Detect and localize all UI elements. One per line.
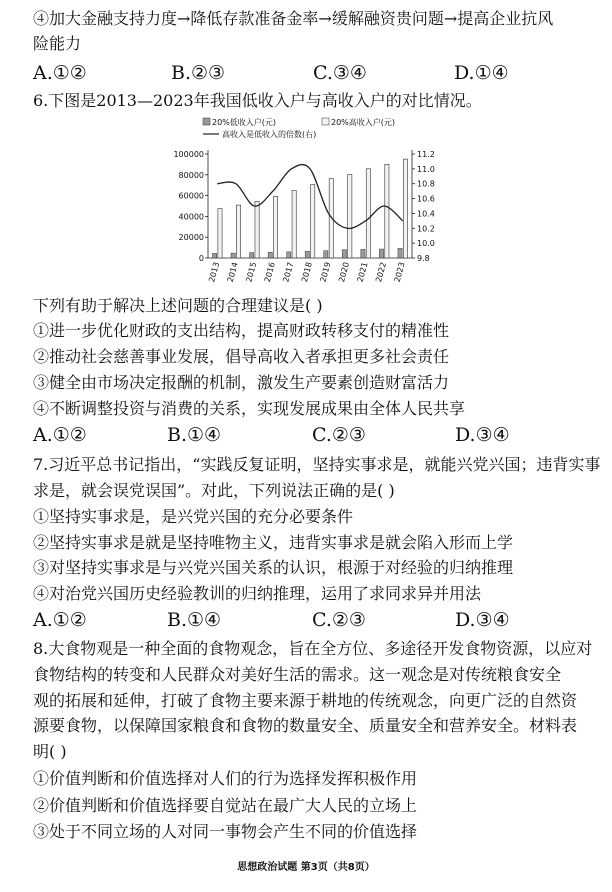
bar-high-income xyxy=(403,159,407,258)
legend-high-label: 20%高收入户(元) xyxy=(331,118,396,127)
q8-stem-line1: 8.大食物观是一种全面的食物观念，旨在全方位、多途径开发食物资源，以应对 xyxy=(33,639,593,658)
q8-item-2: ②价值判断和价值选择要自觉站在最广大人民的立场上 xyxy=(33,796,418,815)
q8-stem-line4: 源要食物，以保障国家粮食和食物的数量安全、质量安全和营养安全。材料表 xyxy=(33,716,578,735)
q7-item-2: ②坚持实事求是就是坚持唯物主义，违背实事求是就会陷入形而上学 xyxy=(33,533,514,552)
q6-item-3: ③健全由市场决定报酬的机制，激发生产要素创造财富活力 xyxy=(33,373,450,392)
x-tick-label: 2014 xyxy=(225,261,240,284)
q6-item-1: ①进一步优化财政的支出结构，提高财政转移支付的精准性 xyxy=(33,321,450,340)
x-tick-label: 2017 xyxy=(281,261,296,284)
legend-low-swatch xyxy=(203,118,210,125)
q6-answer-options xyxy=(33,424,593,446)
ratio-line xyxy=(217,165,402,229)
left-tick-label: 20000 xyxy=(178,233,204,243)
q5-option-4-line1: ④加大金融支持力度→降低存款准备金率→缓解融资贵问题→提高企业抗风 xyxy=(33,9,554,28)
q6-stem: 6.下图是2013—2023年我国低收入户与高收入户的对比情况。 xyxy=(33,91,482,110)
q6-item-4: ④不断调整投资与消费的关系，实现发展成果由全体人民共享 xyxy=(33,399,466,418)
bar-low-income xyxy=(398,248,402,258)
x-tick-label: 2023 xyxy=(392,261,407,284)
x-tick-label: 2022 xyxy=(374,261,389,284)
left-tick-label: 100000 xyxy=(173,150,204,159)
q6-option-a[interactable]: A.①② xyxy=(33,424,87,446)
bar-high-income xyxy=(274,196,278,258)
x-tick-label: 2013 xyxy=(207,261,222,284)
q7-option-d[interactable]: D.③④ xyxy=(455,609,510,631)
bar-low-income xyxy=(287,252,291,258)
right-tick-label: 10.4 xyxy=(417,209,435,219)
bar-low-income xyxy=(305,251,309,258)
bar-high-income xyxy=(311,185,315,258)
q7-item-3: ③对坚持实事求是与兴党兴国关系的认识，根源于对经验的归纳推理 xyxy=(33,558,514,577)
bar-high-income xyxy=(218,209,222,258)
x-tick-label: 2021 xyxy=(355,261,370,284)
q7-answer-options xyxy=(33,609,593,631)
right-tick-label: 11.0 xyxy=(417,164,435,174)
bar-low-income xyxy=(231,253,235,258)
x-tick-label: 2020 xyxy=(337,261,352,284)
right-tick-label: 10.0 xyxy=(417,239,435,249)
bar-low-income xyxy=(379,249,383,258)
chart-legend xyxy=(203,117,395,139)
bar-low-income xyxy=(250,253,254,258)
plot-area xyxy=(173,150,434,283)
bar-high-income xyxy=(236,205,240,258)
page-footer: 思想政治试题 第3页（共8页） xyxy=(237,862,375,873)
bar-high-income xyxy=(366,169,370,258)
bar-low-income xyxy=(342,250,346,258)
q5-option-b[interactable]: B.②③ xyxy=(171,62,226,84)
income-chart xyxy=(150,114,450,286)
q7-option-a[interactable]: A.①② xyxy=(33,609,87,631)
legend-ratio-label: 高收入是低收入的倍数(右) xyxy=(222,130,317,139)
bar-high-income xyxy=(292,191,296,258)
q5-option-c[interactable]: C.③④ xyxy=(313,62,367,84)
q7-item-1: ①坚持实事求是，是兴党兴国的充分必要条件 xyxy=(33,507,354,526)
bar-low-income xyxy=(361,249,365,258)
q6-item-2: ②推动社会慈善事业发展，倡导高收入者承担更多社会责任 xyxy=(33,347,450,366)
q7-option-b[interactable]: B.①④ xyxy=(167,609,222,631)
bar-low-income xyxy=(268,252,272,258)
q6-option-c[interactable]: C.②③ xyxy=(312,424,366,446)
bar-high-income xyxy=(348,174,352,258)
bar-low-income xyxy=(212,253,216,258)
bar-high-income xyxy=(255,201,259,258)
left-tick-label: 40000 xyxy=(178,212,204,222)
bar-low-income xyxy=(324,251,328,258)
right-tick-label: 10.6 xyxy=(417,194,435,204)
q8-stem-line2: 食物结构的转变和人民群众对美好生活的需求。这一观念是对传统粮食安全 xyxy=(33,665,562,684)
x-tick-label: 2015 xyxy=(244,261,259,284)
q7-option-c[interactable]: C.②③ xyxy=(312,609,366,631)
legend-low-label: 20%低收入户(元) xyxy=(212,118,277,127)
q8-stem-line5: 明( ) xyxy=(33,742,67,761)
q6-lead: 下列有助于解决上述问题的合理建议是( ) xyxy=(33,296,323,315)
q8-item-3: ③处于不同立场的人对同一事物会产生不同的价值选择 xyxy=(33,822,418,841)
right-tick-label: 9.8 xyxy=(417,254,430,263)
left-tick-label: 0 xyxy=(198,254,204,263)
right-tick-label: 10.8 xyxy=(417,179,435,189)
q6-option-b[interactable]: B.①④ xyxy=(167,424,222,446)
right-tick-label: 11.2 xyxy=(417,150,435,159)
left-tick-label: 80000 xyxy=(178,170,204,180)
x-tick-label: 2016 xyxy=(262,261,277,284)
x-tick-label: 2019 xyxy=(318,261,333,284)
x-tick-label: 2018 xyxy=(299,261,314,284)
q7-item-4: ④对治党兴国历史经验教训的归纳推理，运用了求同求异并用法 xyxy=(33,584,482,603)
q6-option-d[interactable]: D.③④ xyxy=(455,424,510,446)
right-tick-label: 10.2 xyxy=(417,224,435,234)
q5-option-d[interactable]: D.①④ xyxy=(454,62,509,84)
q8-stem-line3: 观的拓展和延伸，打破了食物主要来源于耕地的传统观念，向更广泛的自然资 xyxy=(33,691,578,710)
q7-stem-line1: 7.习近平总书记指出，“实践反复证明，坚持实事求是，就能兴党兴国；违背实事 xyxy=(33,455,601,474)
q5-option-4-line2: 险能力 xyxy=(33,34,82,53)
q7-stem-line2: 求是，就会误党误国”。对此，下列说法正确的是( ) xyxy=(33,481,395,500)
left-tick-label: 60000 xyxy=(178,191,204,201)
legend-high-swatch xyxy=(322,118,329,125)
bar-high-income xyxy=(385,164,389,258)
q5-option-a[interactable]: A.①② xyxy=(33,62,87,84)
q5-answer-options xyxy=(33,62,593,84)
q8-item-1: ①价值判断和价值选择对人们的行为选择发挥积极作用 xyxy=(33,769,418,788)
